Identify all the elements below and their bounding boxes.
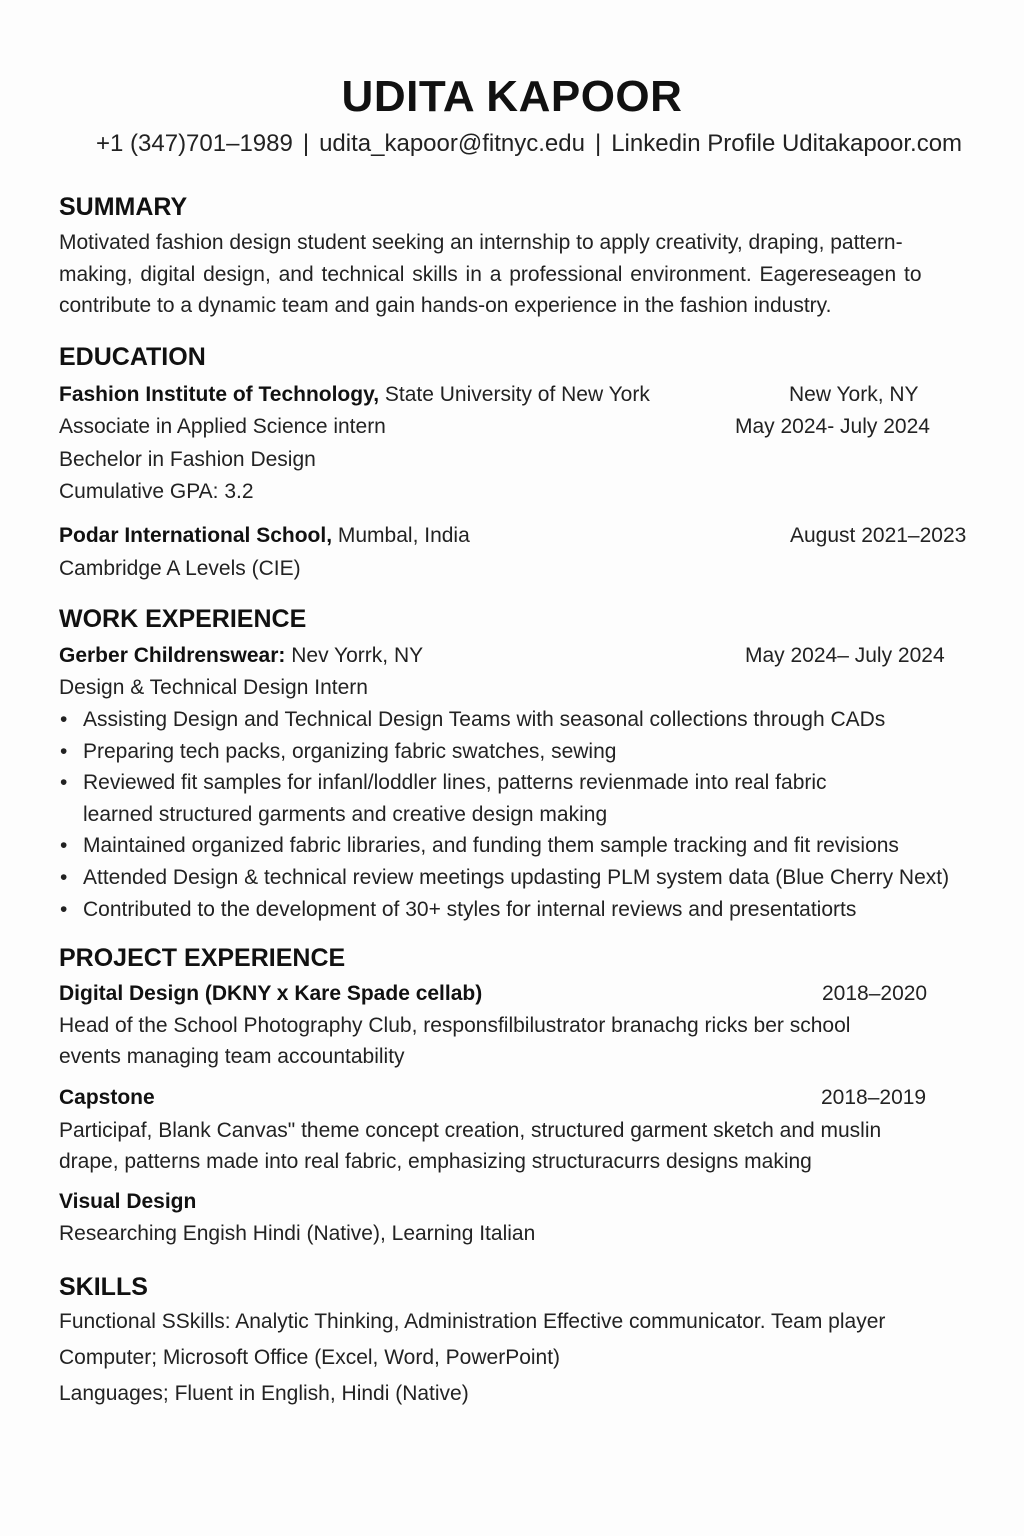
project-title: Digital Design (DKNY x Kare Spade cellab) [59, 982, 483, 1005]
bullet-icon: • [60, 771, 68, 794]
institution-affiliation: Mumbal, India [337, 524, 470, 547]
section-heading-summary: SUMMARY [59, 193, 188, 221]
project-dates: 2018–2019 [821, 1086, 927, 1109]
separator: | [302, 130, 310, 157]
section-heading-skills: SKILLS [59, 1273, 148, 1301]
bullet-icon: • [60, 740, 68, 763]
education-detail: Associate in Applied Science intern [59, 415, 386, 438]
section-heading-work-experience: WORK EXPERIENCE [59, 605, 307, 633]
project-description: Participaf, Blank Canvas" theme concept creation, structured garment sketch and muslin [59, 1119, 882, 1142]
education-dates: August 2021–2023 [790, 524, 967, 547]
project-dates: 2018–2020 [822, 982, 928, 1005]
section-heading-project-experience: PROJECT EXPERIENCE [59, 944, 346, 972]
summary-line: Motivated fashion design student seeking an internship to apply creativity, draping, pattern- [59, 231, 903, 254]
work-dates: May 2024– July 2024 [745, 644, 945, 667]
summary-line: contribute to a dynamic team and gain hands-on experience in the fashion industry. [59, 294, 832, 317]
phone-number: +1 (347)701–1989 [96, 130, 293, 157]
contact-line [96, 130, 962, 158]
bullet-icon: • [60, 898, 68, 921]
education-detail: Cambridge A Levels (CIE) [59, 557, 301, 580]
work-role: Design & Technical Design Intern [59, 676, 368, 699]
work-entry-header [59, 644, 423, 668]
project-title: Visual Design [59, 1190, 197, 1213]
education-detail: Cumulative GPA: 3.2 [59, 480, 254, 503]
project-description: events managing team accountability [59, 1045, 405, 1068]
education-dates: May 2024- July 2024 [735, 415, 930, 438]
education-detail: Bechelor in Fashion Design [59, 448, 316, 471]
bullet-icon: • [60, 708, 68, 731]
skills-line: Functional SSkills: Analytic Thinking, Administration Effective communicator. Team player [59, 1310, 886, 1333]
separator: | [594, 130, 602, 157]
education-entry-header [59, 524, 470, 548]
institution-name: Podar International School, [59, 524, 333, 547]
bullet-icon: • [60, 866, 68, 889]
bullet-icon: • [60, 834, 68, 857]
education-entry-header [59, 383, 650, 407]
resume-page: UDITA KAPOOR +1 (347)701–1989 | udita_kapoor@fitnyc.edu | Linkedin Profile Uditakapoor.com SUMMARY Motivated fashion design student seeking an internship to apply creativity, draping, pattern- making, digital design, and technical skills in a professional environment. Eagereseagen to contribute to a dynamic team and gain hands-on experience in the fashion industry. EDUCATION Fashion Institute of Technology, State University of New York New York, NY May 2024- July 2024 Associate in Applied Science intern Bechelor in Fashion Design Cumulative GPA: 3.2 Podar International School, Mumbal, India August 2021–2023 Cambridge A Levels (CIE) WORK EXPERIENCE Gerber Childrenswear: Nev Yorrk, NY May 2024– July 2024 Design & Technical Design Intern • Assisting Design and Technical Design Teams with seasonal collections through CADs • Preparing tech packs, organizing fabric swatches, sewing • Reviewed fit samples for infanl/loddler lines, patterns revienmade into real fabric learned structured garments and creative design making • Maintained organized fabric libraries, and funding them sample tracking and fit revisions • Attended Design & technical review meetings updasting PLM system data (Blue Cherry Next) • Contributed to the development of 30+ styles for internal reviews and presentatiorts PROJECT EXPERIENCE Digital Design (DKNY x Kare Spade cellab) 2018–2020 Head of the School Photography Club, responsfilbilustrator branachg ricks ber school events managing team accountability Capstone 2018–2019 Participaf, Blank Canvas" theme concept creation, structured garment sketch and muslin drape, patterns made into real fabric, emphasizing structuracurrs designs making Visual Design Researching Engish Hindi (Native), Learning Italian SKILLS Functional SSkills: Analytic Thinking, Administration Effective communicator. Team player Computer; Microsoft Office (Excel, Word, PowerPoint) Languages; Fluent in English, Hindi (Native) [0, 0, 1024, 1536]
project-description: Researching Engish Hindi (Native), Learning Italian [59, 1222, 536, 1245]
email-link[interactable]: udita_kapoor@fitnyc.edu [319, 130, 585, 157]
company-location: Nev Yorrk, NY [291, 644, 424, 667]
project-title: Capstone [59, 1086, 155, 1109]
summary-line: making, digital design, and technical skills in a professional environment. Eagereseagen to [59, 263, 922, 286]
candidate-name: UDITA KAPOOR [341, 72, 683, 121]
institution-affiliation: State University of New York [384, 383, 650, 406]
company-name: Gerber Childrenswear: [59, 644, 286, 667]
project-description: Head of the School Photography Club, responsfilbilustrator branachg ricks ber school [59, 1014, 851, 1037]
institution-name: Fashion Institute of Technology, [59, 383, 380, 406]
section-heading-education: EDUCATION [59, 343, 206, 371]
skills-line: Computer; Microsoft Office (Excel, Word, PowerPoint) [59, 1346, 561, 1369]
project-description: drape, patterns made into real fabric, emphasizing structuracurrs designs making [59, 1150, 812, 1173]
education-location: New York, NY [789, 383, 919, 406]
skills-line: Languages; Fluent in English, Hindi (Native) [59, 1382, 469, 1405]
profile-link[interactable]: Linkedin Profile Uditakapoor.com [611, 130, 963, 157]
